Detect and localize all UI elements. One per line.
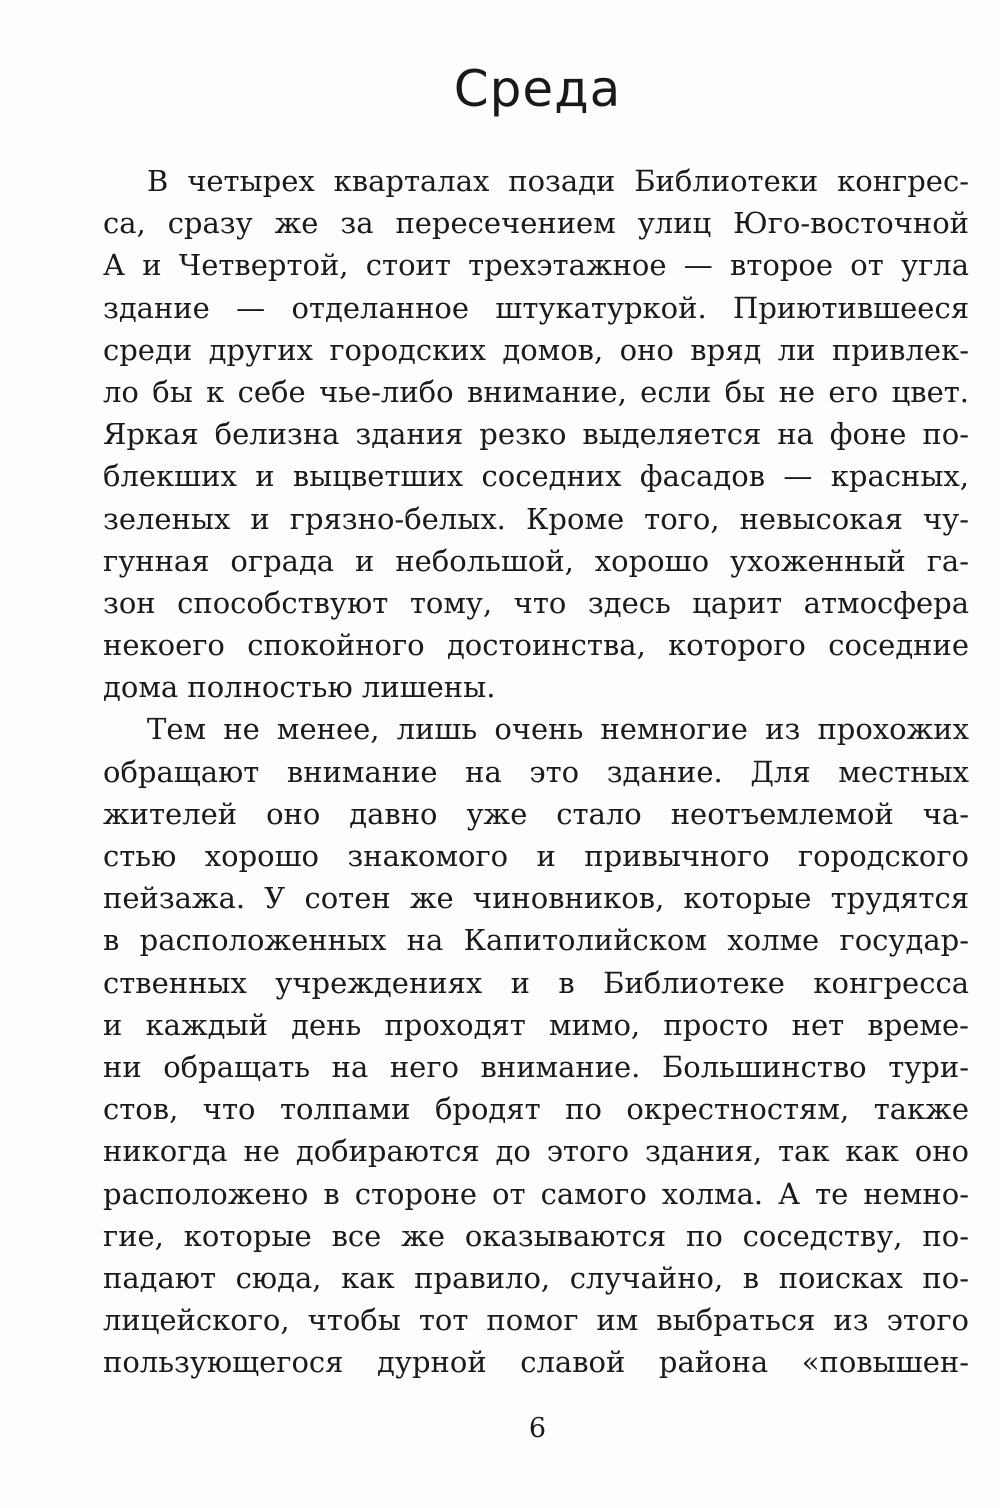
text-line: зеленых и грязно-белых. Кроме того, невысокая чу- — [103, 501, 969, 536]
chapter-title: Среда — [453, 60, 622, 118]
text-line: В четырех кварталах позади Библиотеки конгрес- — [147, 164, 969, 198]
body-text — [103, 160, 969, 1383]
text-line: некоего спокойного достоинства, которого соседние — [103, 628, 969, 663]
text-line: расположено в стороне от самого холма. А те немно- — [103, 1176, 969, 1211]
text-line: обращают внимание на это здание. Для местных — [103, 754, 969, 789]
text-line: Яркая белизна здания резко выделяется на фоне по- — [103, 417, 969, 452]
text-line: А и Четвертой, стоит трехэтажное — второе от угла — [103, 248, 969, 283]
text-line: ло бы к себе чье-либо внимание, если бы не его цвет. — [103, 374, 969, 409]
text-line: здание — отделанное штукатуркой. Приютившееся — [103, 290, 969, 325]
text-line: ственных учреждениях и в Библиотеке конгресса — [103, 965, 969, 1000]
text-line: лицейского, чтобы тот помог им выбраться из этого — [103, 1303, 969, 1338]
text-line: в расположенных на Капитолийском холме государ- — [103, 923, 969, 958]
text-line: ни обращать на него внимание. Большинство тури- — [103, 1049, 969, 1084]
text-line: пользующегося дурной славой района «повышен- — [103, 1345, 969, 1380]
text-line: падают сюда, как правило, случайно, в поисках по- — [103, 1260, 969, 1295]
text-line: пейзажа. У сотен же чиновников, которые трудятся — [103, 881, 969, 916]
text-line: стью хорошо знакомого и привычного городского — [103, 839, 969, 873]
page-number: 6 — [528, 1413, 547, 1444]
text-line: дома полностью лишены. — [103, 670, 496, 705]
text-line: жителей оно давно уже стало неотъемлемой ча- — [103, 796, 969, 831]
text-line: гунная ограда и небольшой, хорошо ухоженный га- — [103, 543, 969, 578]
text-line: Тем не менее, лишь очень немногие из прохожих — [147, 712, 969, 747]
text-line: и каждый день проходят мимо, просто нет време- — [103, 1007, 969, 1042]
text-line: са, сразу же за пересечением улиц Юго-восточной — [103, 206, 969, 241]
text-line: блекших и выцветших соседних фасадов — красных, — [103, 459, 969, 494]
text-line: никогда не добираются до этого здания, так как оно — [103, 1134, 969, 1169]
text-line: стов, что толпами бродят по окрестностям, также — [103, 1092, 969, 1127]
text-line: гие, которые все же оказываются по соседству, по- — [103, 1218, 969, 1253]
text-line: зон способствуют тому, что здесь царит атмосфера — [103, 585, 969, 620]
text-line: среди других городских домов, оно вряд ли привлек- — [103, 332, 969, 367]
